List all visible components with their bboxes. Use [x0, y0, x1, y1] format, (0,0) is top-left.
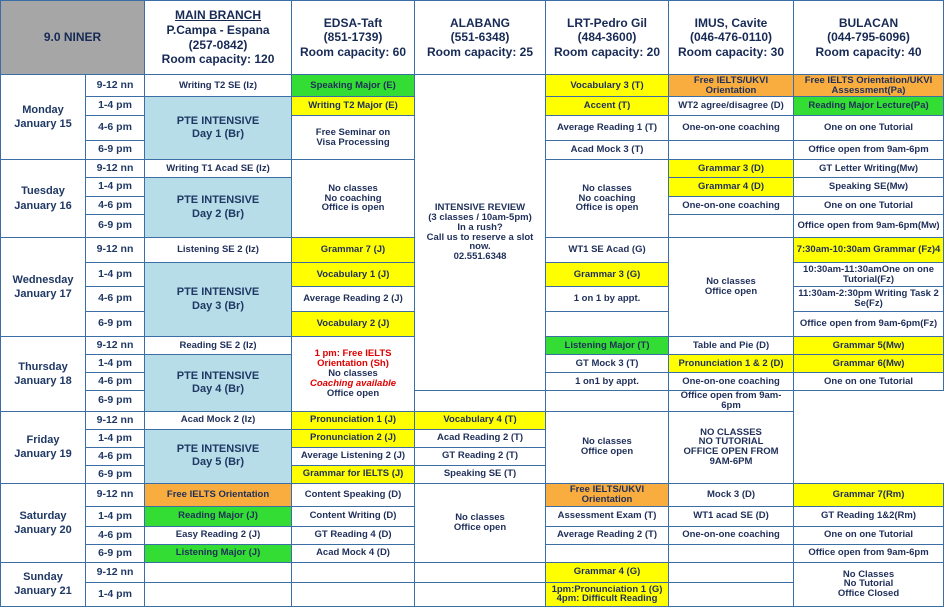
table-row: [1, 391, 944, 412]
class-cell: Vocabulary 3 (T): [546, 75, 669, 97]
class-cell: Vocabulary 4 (T): [415, 411, 546, 429]
class-cell: [669, 141, 794, 160]
class-cell: Grammar 6(Mw): [794, 355, 944, 373]
class-cell: Grammar 4 (G): [546, 562, 669, 582]
class-cell: GT Mock 3 (T): [546, 355, 669, 373]
class-cell: One on one Tutorial: [794, 526, 944, 544]
class-cell: Grammar 3 (G): [546, 263, 669, 287]
day-date: January 15: [14, 118, 72, 130]
cell-line: Office open: [704, 286, 758, 297]
class-cell: [415, 562, 546, 582]
branch-name: IMUS, Cavite: [694, 15, 768, 30]
class-cell: One-on-one coaching: [669, 116, 794, 141]
class-cell: [292, 562, 415, 582]
branch-header-imus: [669, 1, 794, 75]
cell-line: Visa Processing: [316, 136, 390, 148]
class-cell: Acad Mock 3 (T): [546, 141, 669, 160]
class-cell: Speaking Major (E): [292, 75, 415, 97]
branch-phone: (551-6348): [450, 30, 510, 45]
class-cell: Writing T2 Major (E): [292, 97, 415, 116]
day-label-saturday: [1, 483, 86, 562]
class-cell: 1 on 1 by appt.: [546, 287, 669, 312]
promo-line: Call us to reserve a slot: [426, 231, 534, 243]
cell-line: No Tutorial: [843, 578, 894, 590]
class-cell: Average Reading 1 (T): [546, 116, 669, 141]
branch-header-main: [145, 1, 292, 75]
class-cell: WT1 acad SE (D): [669, 506, 794, 526]
class-cell: Content Speaking (D): [292, 483, 415, 506]
cell-line: No classes: [455, 511, 505, 523]
promo-title: INTENSIVE REVIEW: [434, 201, 526, 213]
pte-intensive-cell: [145, 178, 292, 238]
time-slot: 9-12 nn: [86, 411, 145, 429]
class-cell: Table and Pie (D): [669, 337, 794, 355]
pte-day: Day 4 (Br): [192, 382, 244, 395]
class-cell: [145, 582, 292, 606]
time-slot: 1-4 pm: [86, 263, 145, 287]
class-cell: One-on-one coaching: [669, 197, 794, 215]
cell-line: Office is open: [321, 202, 385, 214]
table-row: [1, 75, 944, 97]
class-cell: Listening Major (T): [546, 337, 669, 355]
table-row: [1, 465, 944, 483]
branch-capacity: Room capacity: 30: [677, 44, 785, 59]
class-cell: [669, 411, 794, 483]
branch-capacity: Room capacity: 25: [426, 44, 534, 59]
day-name: Tuesday: [21, 185, 65, 198]
day-name: Saturday: [19, 509, 67, 522]
day-name: Friday: [26, 434, 60, 447]
class-cell: [669, 582, 794, 606]
class-cell: 11:30am-2:30pm Writing Task 2 Se(Fz): [794, 287, 944, 312]
branch-phone: (484-3600): [577, 30, 637, 45]
day-date: January 19: [14, 448, 72, 461]
cell-line-highlight: Orientation (Sh): [317, 358, 389, 370]
class-cell: Average Reading 2 (J): [292, 287, 415, 312]
class-cell: Reading Major Lecture(Pa): [794, 97, 944, 116]
class-cell: [292, 582, 415, 606]
cell-line: No classes: [328, 182, 378, 194]
class-cell: Office open from 9am-6pm(Fz): [794, 312, 944, 337]
class-cell: Office open from 9am-6pm: [794, 544, 944, 562]
class-cell: Grammar 7(Rm): [794, 483, 944, 506]
class-cell: [794, 562, 944, 606]
pte-intensive-cell: [145, 97, 292, 160]
class-cell: GT Reading 1&2(Rm): [794, 506, 944, 526]
class-cell: [546, 411, 669, 483]
class-cell: Average Reading 2 (T): [546, 526, 669, 544]
time-slot: 1-4 pm: [86, 429, 145, 447]
cell-line: No classes: [328, 367, 378, 379]
branch-header-lrt: [546, 1, 669, 75]
cell-line-highlight: 1 pm: Free IELTS: [314, 348, 392, 360]
cell-line-highlight: Coaching available: [309, 377, 397, 389]
class-cell: Acad Mock 2 (Iz): [145, 411, 292, 429]
table-row: [1, 429, 944, 447]
cell-line: No Classes: [842, 568, 895, 580]
class-cell: Reading Major (J): [145, 506, 292, 526]
day-date: January 16: [14, 199, 72, 212]
time-slot: 4-6 pm: [86, 287, 145, 312]
class-cell: Grammar 4 (D): [669, 178, 794, 197]
branch-capacity: Room capacity: 20: [553, 44, 661, 59]
table-row: [1, 411, 944, 429]
day-label-tuesday: [1, 160, 86, 238]
class-cell: Average Listening 2 (J): [292, 447, 415, 465]
branch-header-bulacan: [794, 1, 944, 75]
branch-phone: (851-1739): [323, 30, 383, 45]
cell-line: No classes: [706, 276, 756, 288]
promo-line: (3 classes / 10am-5pm): [428, 211, 532, 223]
class-cell: Grammar for IELTS (J): [292, 465, 415, 483]
class-cell: Content Writing (D): [292, 506, 415, 526]
class-cell: WT2 agree/disagree (D): [669, 97, 794, 116]
class-cell: Office open from 9am-6pm: [794, 141, 944, 160]
day-date: January 18: [14, 374, 72, 387]
branch-name: LRT-Pedro Gil: [567, 15, 648, 30]
header-row: [1, 1, 944, 75]
class-cell: Pronunciation 2 (J): [292, 429, 415, 447]
class-cell: Writing T2 SE (Iz): [145, 75, 292, 97]
alabang-intensive-review: [415, 75, 546, 391]
class-cell: [546, 312, 669, 337]
day-name: Thursday: [18, 360, 68, 373]
class-cell: Office open from 9am-6pm: [669, 391, 794, 412]
class-cell: 10:30am-11:30amOne on one Tutorial(Fz): [794, 263, 944, 287]
cell-line: No coaching: [324, 192, 382, 204]
cell-line: Office Closed: [837, 588, 900, 600]
class-cell: Grammar 7 (J): [292, 238, 415, 263]
time-slot: 4-6 pm: [86, 373, 145, 391]
time-slot: 1-4 pm: [86, 582, 145, 606]
day-label-sunday: [1, 562, 86, 606]
branch-name: EDSA-Taft: [323, 15, 383, 30]
class-cell: Writing T1 Acad SE (Iz): [145, 160, 292, 178]
time-slot: 6-9 pm: [86, 141, 145, 160]
class-cell: Acad Mock 4 (D): [292, 544, 415, 562]
day-name: Monday: [22, 103, 64, 116]
promo-phone: 02.551.6348: [453, 251, 507, 263]
cell-line: Free Seminar on: [315, 126, 391, 138]
branch-name: MAIN BRANCH: [175, 8, 262, 23]
cell-line: Office open: [453, 521, 507, 533]
cell-line: No coaching: [578, 192, 636, 204]
branch-location: P.Campa - Espana: [166, 22, 270, 37]
pte-intensive-cell: [145, 263, 292, 337]
time-slot: 6-9 pm: [86, 391, 145, 412]
class-cell: Grammar 3 (D): [669, 160, 794, 178]
pte-day: Day 2 (Br): [192, 207, 244, 220]
branch-capacity: Room capacity: 120: [161, 52, 275, 67]
class-cell: Listening SE 2 (Iz): [145, 238, 292, 263]
promo-line: In a rush?: [457, 221, 503, 233]
class-cell: [415, 582, 546, 606]
table-row: [1, 562, 944, 582]
table-row: [1, 483, 944, 506]
day-name: Sunday: [23, 571, 63, 584]
cell-line: NO TUTORIAL: [698, 436, 764, 448]
class-cell: GT Letter Writing(Mw): [794, 160, 944, 178]
class-cell: Vocabulary 2 (J): [292, 312, 415, 337]
class-cell: Listening Major (J): [145, 544, 292, 562]
class-cell: [415, 483, 546, 562]
class-cell: Free IELTS Orientation: [145, 483, 292, 506]
class-cell: Free IELTS/UKVI Orientation: [546, 483, 669, 506]
time-slot: 1-4 pm: [86, 355, 145, 373]
branch-phone: (257-0842): [188, 37, 248, 52]
class-cell: [669, 215, 794, 238]
class-cell: One on one Tutorial: [794, 373, 944, 391]
day-label-thursday: [1, 337, 86, 412]
pte-intensive-cell: [145, 429, 292, 483]
time-slot: 1-4 pm: [86, 97, 145, 116]
class-cell: Vocabulary 1 (J): [292, 263, 415, 287]
class-cell: GT Reading 4 (D): [292, 526, 415, 544]
time-slot: 9-12 nn: [86, 238, 145, 263]
class-cell: [546, 582, 669, 606]
class-cell: One on one Tutorial: [794, 116, 944, 141]
pte-title: PTE INTENSIVE: [176, 369, 260, 382]
class-cell: Acad Reading 2 (T): [415, 429, 546, 447]
cell-line: Office open: [580, 446, 634, 458]
time-slot: 9-12 nn: [86, 160, 145, 178]
cell-line: No classes: [582, 436, 632, 448]
time-slot: 9-12 nn: [86, 337, 145, 355]
table-row: [1, 447, 944, 465]
time-slot: 6-9 pm: [86, 312, 145, 337]
branch-phone: (046-476-0110): [689, 30, 773, 45]
class-cell: Speaking SE (T): [415, 465, 546, 483]
class-cell: [546, 160, 669, 238]
time-slot: 1-4 pm: [86, 178, 145, 197]
pte-intensive-cell: [145, 355, 292, 412]
cell-line: 1pm:Pronunciation 1 (G): [551, 583, 663, 595]
cell-line: NO CLASSES: [700, 426, 762, 438]
brand-title: 9.0 NINER: [1, 1, 145, 75]
class-cell: Reading SE 2 (Iz): [145, 337, 292, 355]
class-cell: Free IELTS Orientation/UKVI Assessment(Pa): [794, 75, 944, 97]
day-date: January 20: [14, 523, 72, 536]
branch-header-edsa: [292, 1, 415, 75]
time-slot: 9-12 nn: [86, 562, 145, 582]
day-date: January 17: [14, 288, 72, 300]
class-cell: Office open from 9am-6pm(Mw): [794, 215, 944, 238]
cell-line: Office open: [326, 387, 380, 399]
class-cell: Grammar 5(Mw): [794, 337, 944, 355]
pte-day: Day 5 (Br): [192, 456, 244, 469]
class-cell: GT Reading 2 (T): [415, 447, 546, 465]
class-cell: WT1 SE Acad (G): [546, 238, 669, 263]
time-slot: 4-6 pm: [86, 116, 145, 141]
class-cell: Easy Reading 2 (J): [145, 526, 292, 544]
cell-line: Office is open: [575, 202, 639, 214]
day-date: January 21: [14, 585, 72, 598]
branch-capacity: Room capacity: 60: [299, 44, 407, 59]
pte-day: Day 1 (Br): [192, 128, 244, 140]
class-cell: [292, 337, 415, 412]
time-slot: 4-6 pm: [86, 447, 145, 465]
time-slot: 6-9 pm: [86, 465, 145, 483]
branch-header-alabang: [415, 1, 546, 75]
time-slot: 4-6 pm: [86, 526, 145, 544]
class-cell: Assessment Exam (T): [546, 506, 669, 526]
class-cell: [145, 562, 292, 582]
class-cell: [669, 238, 794, 337]
branch-name: ALABANG: [450, 15, 511, 30]
class-cell: One on one Tutorial: [794, 197, 944, 215]
cell-line: OFFICE OPEN FROM 9AM-6PM: [683, 446, 779, 468]
class-cell: One-on-one coaching: [669, 526, 794, 544]
class-cell: One-on-one coaching: [669, 373, 794, 391]
day-label-wednesday: [1, 238, 86, 337]
class-cell: Free IELTS/UKVI Orientation: [669, 75, 794, 97]
class-cell: Mock 3 (D): [669, 483, 794, 506]
time-slot: 6-9 pm: [86, 215, 145, 238]
day-name: Wednesday: [12, 273, 74, 286]
branch-capacity: Room capacity: 40: [815, 44, 922, 59]
day-label-monday: [1, 75, 86, 160]
class-cell: Pronunciation 1 (J): [292, 411, 415, 429]
class-cell: [292, 160, 415, 238]
class-cell: [669, 544, 794, 562]
day-label-friday: [1, 411, 86, 483]
time-slot: 9-12 nn: [86, 483, 145, 506]
promo-line: now.: [469, 241, 491, 253]
class-cell: Pronunciation 1 & 2 (D): [669, 355, 794, 373]
branch-phone: (044-795-6096): [827, 30, 910, 45]
class-cell: Accent (T): [546, 97, 669, 116]
class-cell: [546, 391, 669, 412]
time-slot: 4-6 pm: [86, 197, 145, 215]
cell-line: 4pm: Difficult Reading: [556, 593, 658, 605]
pte-title: PTE INTENSIVE: [176, 286, 260, 299]
class-cell: 1 on1 by appt.: [546, 373, 669, 391]
pte-title: PTE INTENSIVE: [176, 114, 260, 127]
class-cell: [669, 562, 794, 582]
class-cell: 7:30am-10:30am Grammar (Fz)4: [794, 238, 944, 263]
class-cell: [292, 116, 415, 160]
time-slot: 9-12 nn: [86, 75, 145, 97]
class-cell: [415, 391, 546, 412]
branch-name: BULACAN: [838, 15, 899, 30]
time-slot: 6-9 pm: [86, 544, 145, 562]
pte-title: PTE INTENSIVE: [176, 194, 260, 207]
class-cell: [546, 544, 669, 562]
pte-day: Day 3 (Br): [192, 299, 244, 312]
pte-title: PTE INTENSIVE: [176, 443, 260, 456]
cell-line: No classes: [582, 182, 632, 194]
class-cell: Speaking SE(Mw): [794, 178, 944, 197]
time-slot: 1-4 pm: [86, 506, 145, 526]
